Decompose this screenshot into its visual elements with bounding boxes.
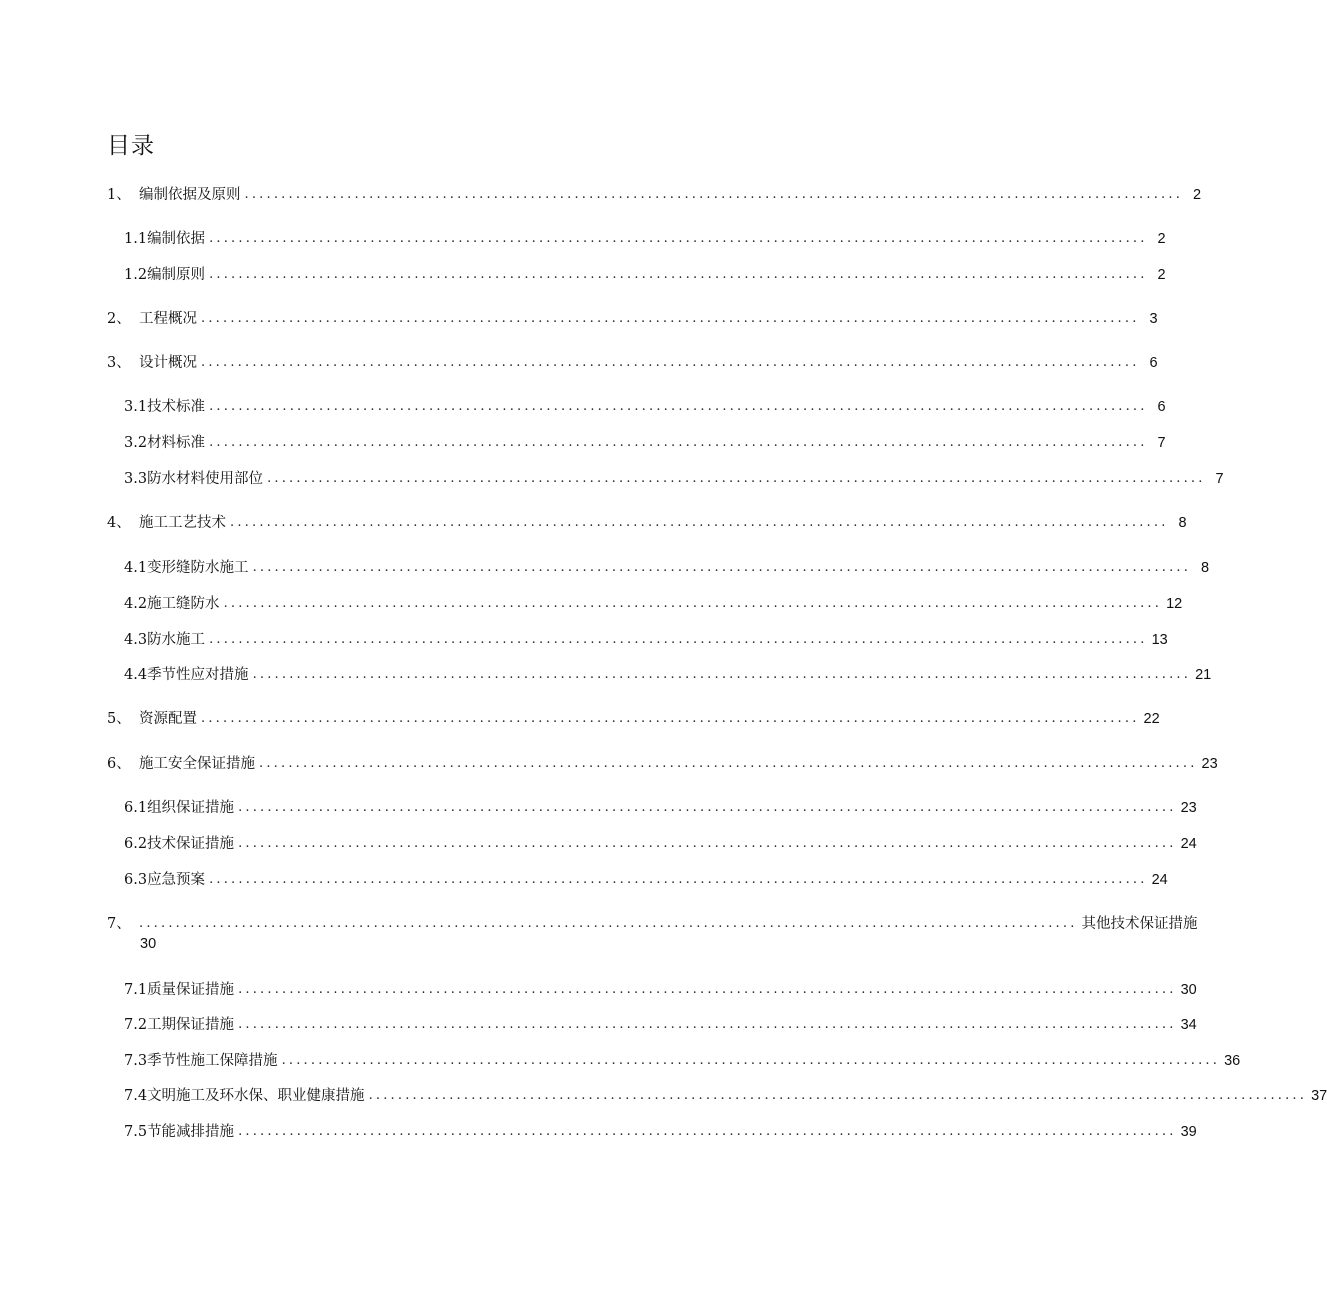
toc-entry-label: 施工工艺技术	[139, 515, 226, 531]
toc-entry-label: 季节性施工保障措施	[147, 1053, 278, 1069]
toc-entry-page: 24	[1151, 872, 1168, 888]
toc-entry-page: 13	[1151, 632, 1168, 648]
toc-entry[interactable]	[124, 1013, 1197, 1037]
toc-entry-label: 质量保证措施	[147, 982, 235, 998]
toc-entry-label: 工程概况	[139, 311, 197, 327]
toc-entry[interactable]	[124, 395, 1166, 419]
toc-entry-number: 7.3	[124, 1053, 148, 1069]
toc-entry-page: 2	[1157, 231, 1166, 247]
toc-leader-dots: ................................................................................................................................	[238, 836, 1177, 851]
toc-entry-number: 4.3	[124, 632, 148, 648]
toc-entry-label: 工期保证措施	[147, 1017, 235, 1033]
toc-entry-number: 3.1	[124, 399, 148, 415]
toc-entry-number: 3.3	[124, 471, 148, 487]
toc-entry-page: 37	[1311, 1088, 1327, 1104]
toc-leader-dots: ................................................................................................................................	[230, 515, 1169, 530]
toc-entry-number: 4、	[107, 515, 131, 531]
toc-entry[interactable]	[124, 431, 1166, 455]
toc-entry-number: 4.4	[124, 667, 148, 683]
toc-entry-page: 22	[1143, 711, 1160, 727]
toc-entry-number: 7、	[107, 916, 131, 932]
toc-entry-label: 施工缝防水	[147, 596, 220, 612]
toc-entry-number: 6.1	[124, 800, 148, 816]
toc-entry-label: 材料标准	[147, 435, 206, 451]
toc-leader-dots: ................................................................................................................................	[201, 311, 1140, 326]
toc-entry[interactable]	[124, 1120, 1197, 1144]
toc-entry[interactable]	[107, 183, 1202, 207]
toc-leader-dots: ................................................................................................................................	[252, 667, 1192, 682]
toc-entry[interactable]	[124, 868, 1168, 892]
toc-entry[interactable]	[124, 263, 1166, 287]
toc-leader-dots: ................................................................................................................................	[238, 1017, 1177, 1032]
toc-entry-label: 文明施工及环水保、职业健康措施	[147, 1088, 365, 1104]
toc-entry-page: 7	[1157, 435, 1166, 451]
toc-entry-label: 其他技术保证措施	[1081, 916, 1198, 932]
toc-entry-label: 组织保证措施	[147, 800, 235, 816]
toc-entry-number: 6.2	[124, 836, 148, 852]
toc-entry-number: 3、	[107, 355, 131, 371]
toc-entry[interactable]	[124, 832, 1197, 856]
toc-leader-dots: ................................................................................................................................	[238, 800, 1177, 815]
toc-entry-page: 21	[1195, 667, 1212, 683]
toc-entry-page: 3	[1149, 311, 1158, 327]
toc-entry[interactable]	[107, 351, 1158, 375]
toc-entry-page: 30	[1180, 982, 1197, 998]
toc-entry[interactable]	[107, 511, 1187, 535]
toc-entry-page: 2	[1192, 187, 1202, 203]
toc-entry[interactable]	[107, 912, 1198, 936]
toc-entry-number: 6、	[107, 756, 131, 772]
toc-entry[interactable]	[107, 752, 1218, 776]
toc-entry-number: 2、	[107, 311, 131, 327]
toc-entry[interactable]	[107, 707, 1160, 731]
toc-entry-page: 2	[1157, 267, 1166, 283]
toc-entry-number: 7.2	[124, 1017, 148, 1033]
toc-entry[interactable]	[124, 556, 1210, 580]
toc-entry[interactable]	[124, 628, 1168, 652]
toc-entry-label: 防水材料使用部位	[147, 471, 264, 487]
toc-entry-number: 7.1	[124, 982, 148, 998]
toc-entry-number: 4.1	[124, 560, 148, 576]
toc-entry[interactable]	[124, 227, 1166, 251]
toc-leader-dots: ................................................................................................................................	[267, 471, 1206, 486]
toc-entry[interactable]	[124, 592, 1183, 616]
toc-entry-page: 23	[1201, 756, 1218, 772]
toc-entry[interactable]	[124, 978, 1197, 1002]
toc-leader-dots: ................................................................................................................................	[209, 872, 1148, 887]
toc-entry-label: 技术标准	[147, 399, 206, 415]
toc-entry-number: 6.3	[124, 872, 148, 888]
toc-entry[interactable]	[124, 467, 1224, 491]
toc-leader-dots: ................................................................................................................................	[281, 1053, 1221, 1068]
toc-leader-dots: ................................................................................................................................	[223, 596, 1163, 611]
toc-leader-dots: ................................................................................................................................	[244, 187, 1184, 202]
toc-entry-number: 1、	[107, 187, 131, 203]
toc-entry-label: 施工安全保证措施	[139, 756, 255, 772]
toc-leader-dots: ................................................................................................................................	[201, 711, 1140, 726]
toc-leader-dots: ................................................................................................................................	[238, 982, 1177, 997]
toc-leader-dots: ................................................................................................................................	[209, 399, 1148, 414]
toc-leader-dots: ................................................................................................................................	[238, 1124, 1177, 1139]
toc-entry-label: 防水施工	[147, 632, 206, 648]
toc-entry-label: 设计概况	[139, 355, 197, 371]
toc-entry-page: 23	[1180, 800, 1197, 816]
toc-leader-dots: ................................................................................................................................	[139, 916, 1078, 931]
toc-entry-label: 节能减排措施	[147, 1124, 235, 1140]
toc-leader-dots: ................................................................................................................................	[259, 756, 1198, 771]
toc-entry-page: 8	[1178, 515, 1187, 531]
toc-entry-label: 编制依据	[147, 231, 206, 247]
toc-entry-page: 24	[1180, 836, 1197, 852]
toc-entry-number: 7.5	[124, 1124, 148, 1140]
toc-entry-page: 12	[1166, 596, 1183, 612]
toc-title: 目录	[107, 133, 155, 159]
toc-leader-dots: ................................................................................................................................	[209, 231, 1148, 246]
toc-entry-number: 4.2	[124, 596, 148, 612]
toc-entry-number: 1.2	[124, 267, 148, 283]
toc-entry-page: 34	[1180, 1017, 1197, 1033]
toc-entry-label: 技术保证措施	[147, 836, 235, 852]
toc-entry-number: 3.2	[124, 435, 148, 451]
toc-leader-dots: ................................................................................................................................	[368, 1088, 1308, 1103]
toc-entry[interactable]	[107, 307, 1158, 331]
toc-entry[interactable]	[124, 796, 1197, 820]
toc-leader-dots: ................................................................................................................................	[209, 267, 1148, 282]
toc-leader-dots: ................................................................................................................................	[252, 560, 1192, 575]
toc-entry[interactable]	[124, 663, 1212, 687]
toc-entry-label: 编制原则	[147, 267, 206, 283]
toc-entry-label: 资源配置	[139, 711, 197, 727]
toc-entry-label: 变形缝防水施工	[147, 560, 249, 576]
toc-entry-page: 39	[1180, 1124, 1197, 1140]
toc-entry-number: 5、	[107, 711, 131, 727]
toc-entry-page: 36	[1224, 1053, 1241, 1069]
toc-entry-page: 6	[1149, 355, 1158, 371]
toc-entry[interactable]	[124, 1049, 1241, 1073]
toc-leader-dots: ................................................................................................................................	[209, 435, 1148, 450]
toc-entry-label: 应急预案	[147, 872, 206, 888]
toc-entry-page: 6	[1157, 399, 1166, 415]
toc-entry-label: 季节性应对措施	[147, 667, 249, 683]
toc-leader-dots: ................................................................................................................................	[201, 355, 1140, 370]
toc-entry[interactable]	[124, 1084, 1327, 1108]
toc-entry-page: 30	[140, 936, 157, 952]
toc-entry-page: 7	[1215, 471, 1224, 487]
toc-entry-page: 8	[1201, 560, 1210, 576]
toc-leader-dots: ................................................................................................................................	[209, 632, 1148, 647]
toc-entry-number: 1.1	[124, 231, 148, 247]
toc-entry-label: 编制依据及原则	[139, 187, 241, 203]
toc-entry-number: 7.4	[124, 1088, 148, 1104]
